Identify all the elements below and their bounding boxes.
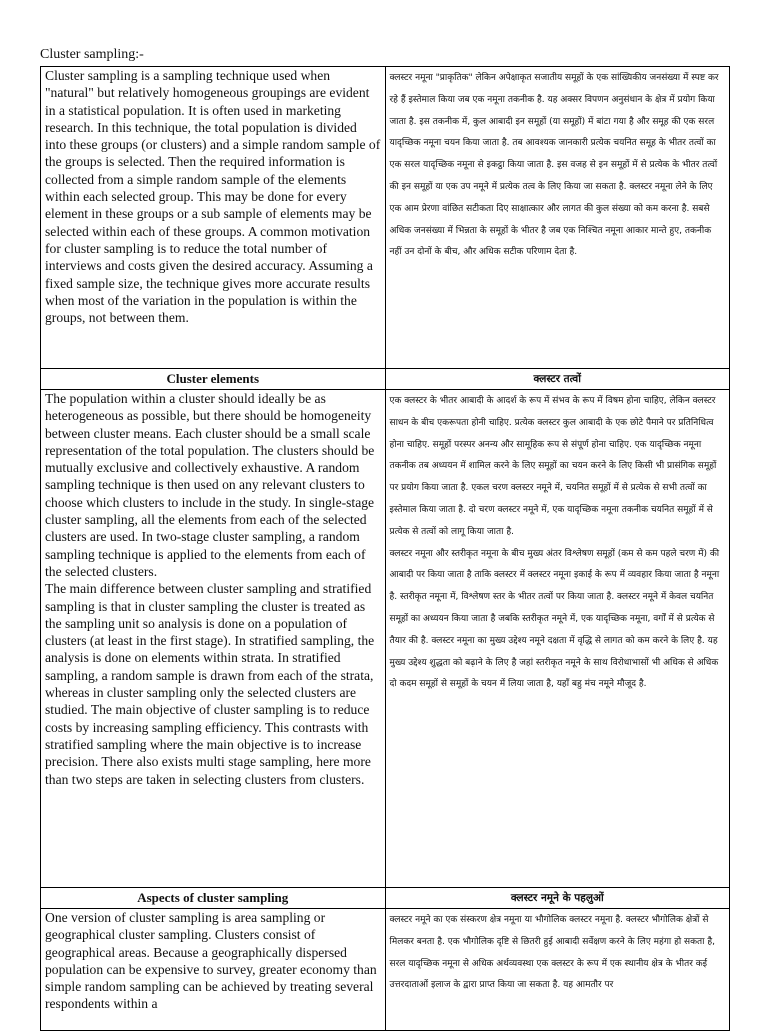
english-cell <box>41 390 386 888</box>
section-title-hindi: क्लस्टर नमूने के पहलुओं <box>385 888 730 909</box>
english-paragraph: Cluster sampling is a sampling technique used when "natural" but relatively homogeneous groupings are evident in a statistical population. It is often used in marketing research. In this technique, the total population is divided into these groups (or clusters) and a simple random sample of the groups is selected. Then the required information is collected from a simple random sample of the elements within each selected group. This may be done for every element in these groups or a sub sample of elements may be selected within each of these groups. A common motivation for cluster sampling is to reduce the total number of interviews and costs given the desired accuracy. Assuming a fixed sample size, the technique gives more accurate results when most of the variation in the population is within the groups, not between them. <box>45 68 381 326</box>
document-heading: Cluster sampling:- <box>40 47 144 62</box>
table-row <box>41 67 730 369</box>
hindi-paragraph: एक क्लस्टर के भीतर आबादी के आदर्श के रूप में संभव के रूप में विषम होना चाहिए, लेकिन क्लस्टर साधन के बीच एकरूपता होनी चाहिए. प्रत्येक क्लस्टर कुल आबादी के एक छोटे पैमाने पर प्रतिनिधित्व होना चाहिए. समूहों परस्पर अनन्य और सामूहिक रूप से संपूर्ण होना चाहिए. एक यादृच्छिक नमूना तकनीक तब अध्ययन में शामिल करने के लिए समूहों का चयन करने के लिए किसी भी प्रासंगिक समूहों पर प्रयोग किया जाता है. एकल चरण क्लस्टर नमूने में, चयनित समूहों में से प्रत्येक से सभी तत्वों का इस्तेमाल किया जाता है. दो चरण क्लस्टर नमूने में, एक यादृच्छिक नमूना तकनीक चयनित समूहों में से प्रत्येक से तत्वों को लागू किया जाता है. <box>389 396 717 537</box>
english-paragraph: The population within a cluster should ideally be as heterogeneous as possible, but there should be homogeneity between cluster means. Each cluster should be a small scale representation of the total population. The clusters should be mutually exclusive and collectively exhaustive. A random sampling technique is then used on any relevant clusters to choose which clusters to include in the study. In single-stage cluster sampling, all the elements from each of the selected clusters are used. In two-stage cluster sampling, a random sampling technique is applied to the elements from each of the selected clusters. <box>45 391 375 579</box>
section-title-english: Cluster elements <box>41 369 386 390</box>
table-row <box>41 909 730 1031</box>
section-header-row <box>41 369 730 390</box>
hindi-cell <box>385 67 730 369</box>
bilingual-table <box>40 66 730 1031</box>
english-cell <box>41 909 386 1031</box>
hindi-cell <box>385 390 730 888</box>
hindi-paragraph: क्लस्टर नमूने का एक संस्करण क्षेत्र नमूना या भौगोलिक क्लस्टर नमूना है. क्लस्टर भौगोलिक क्षेत्रों से मिलकर बनता है. एक भौगोलिक दृष्टि से छितरी हुई आबादी सर्वेक्षण करने के लिए महंगा हो सकता है, सरल यादृच्छिक नमूना से अधिक अर्थव्यवस्था एक क्लस्टर के रूप में एक स्थानीय क्षेत्र के भीतर कई उत्तरदाताओं इलाज के द्वारा प्राप्त किया जा सकता है. यह आमतौर पर <box>389 915 716 991</box>
section-header-row <box>41 888 730 909</box>
english-cell <box>41 67 386 369</box>
hindi-paragraph: क्लस्टर नमूना और स्तरीकृत नमूना के बीच मुख्य अंतर विश्लेषण समूहों (कम से कम पहले चरण में) की आबादी पर किया जाता है ताकि क्लस्टर में क्लस्टर नमूना इकाई के रूप में व्यवहार किया जाता है नमूना है. स्तरीकृत नमूना में, विश्लेषण स्तर के भीतर तत्वों पर किया जाता है. क्लस्टर नमूने में केवल चयनित समूहों का अध्ययन किया जाता है जबकि स्तरीकृत नमूने में, एक यादृच्छिक नमूना, वर्गों में से प्रत्येक से तैयार की है. क्लस्टर नमूना का मुख्य उद्देश्य नमूने दक्षता में वृद्धि से लागत को कम करने के लिए है. यह मुख्य उद्देश्य शुद्धता को बढ़ाने के लिए है जहां स्तरीकृत नमूने के साथ विरोधाभासों भी अधिक से अधिक दो कदम समूहों से समूहों के चयन में लिया जाता है, यहाँ बहु मंच नमूने मौजूद है. <box>389 548 720 690</box>
document <box>40 44 730 1031</box>
table-row <box>41 390 730 888</box>
section-title-hindi: क्लस्टर तत्वों <box>385 369 730 390</box>
english-paragraph: One version of cluster sampling is area sampling or geographical cluster sampling. Clusters consist of geographical areas. Because a geographically dispersed population can be expensive to survey, greater economy than simple random sampling can be achieved by treating several respondents within a <box>45 910 377 1012</box>
hindi-paragraph: क्लस्टर नमूना "प्राकृतिक" लेकिन अपेक्षाकृत सजातीय समूहों के एक सांख्यिकीय जनसंख्या में स्पष्ट कर रहे हैं इस्तेमाल किया जब एक नमूना तकनीक है. यह अक्सर विपणन अनुसंधान के क्षेत्र में प्रयोग किया जाता है. इस तकनीक में, कुल आबादी इन समूहों (या समूहों) में बांटा गया है और समूह की एक सरल यादृच्छिक नमूना चयन किया जाता है. तब आवश्यक जानकारी प्रत्येक चयनित समूह के भीतर तत्वों का एक सरल यादृच्छिक नमूना से इकट्ठा किया जाता है. इस वजह से इन समूहों में से प्रत्येक के भीतर तत्वों की इन समूहों या एक उप नमूने में प्रत्येक तत्व के लिए किया जा सकता है. क्लस्टर नमूना लेने के लिए एक आम प्रेरणा वांछित सटीकता दिए साक्षात्कार और लागत की कुल संख्या को कम करना है. सबसे अधिक जनसंख्या में भिन्नता के समूहों के भीतर है जब एक निश्चित नमूना आकार मान्ते हुए, तकनीक नहीं उन दोनों के बीच, और अधिक सटीक परिणाम देता है. <box>389 73 719 258</box>
section-title-english: Aspects of cluster sampling <box>41 888 386 909</box>
hindi-cell <box>385 909 730 1031</box>
english-paragraph: The main difference between cluster sampling and stratified sampling is that in cluster sampling the cluster is treated as the sampling unit so analysis is done on a population of clusters (at least in the first stage). In stratified sampling, the analysis is done on elements within strata. In stratified sampling, a random sample is drawn from each of the strata, whereas in cluster sampling only the selected clusters are studied. The main objective of cluster sampling is to reduce costs by increasing sampling efficiency. This contrasts with stratified sampling where the main objective is to increase precision. There also exists multi stage sampling, here more than two steps are taken in selecting clusters from clusters. <box>45 581 375 787</box>
